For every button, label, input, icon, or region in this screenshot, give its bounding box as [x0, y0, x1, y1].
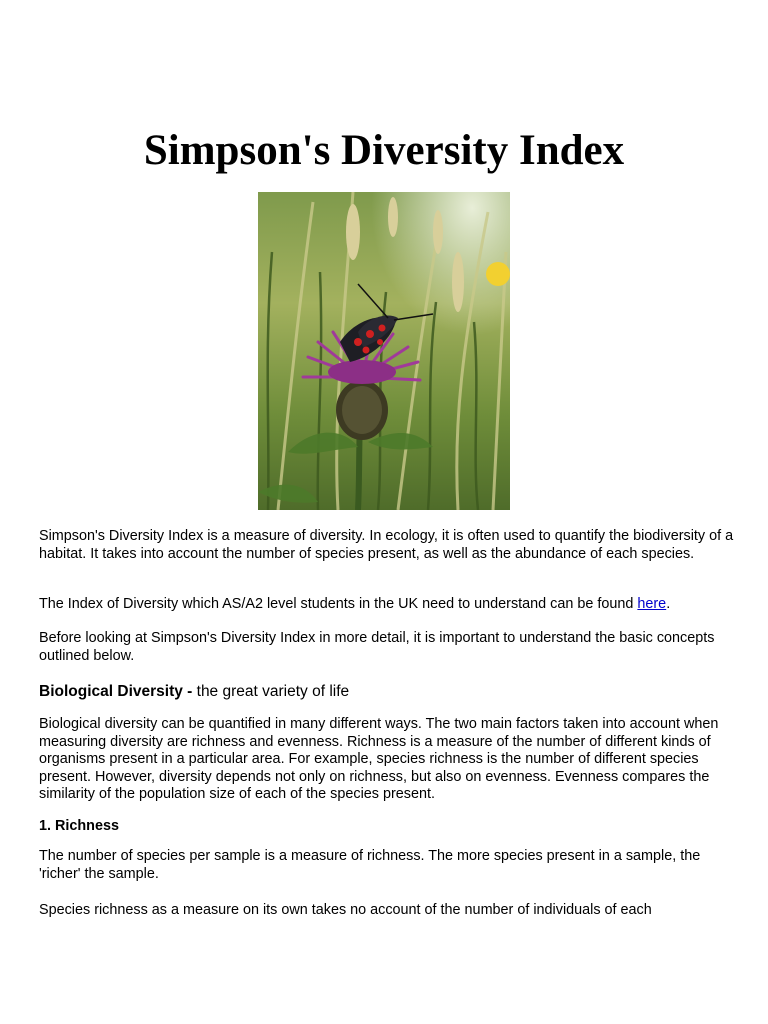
here-link[interactable]: here — [637, 596, 667, 612]
index-link-paragraph — [39, 596, 739, 614]
page-title: Simpson's Diversity Index — [143, 127, 625, 174]
diversity-paragraph: Biological diversity can be quantified in many different ways. The two main factors taken into account when measuring diversity are richness and evenness. Richness is a measure of the number of different kinds of organisms present in a particular area. For example, species richness is the number of different species present. However, diversity depends not only on richness, but also on evenness. Evenness compares the similarity of the population size of each of the species present. — [39, 716, 719, 802]
heading-rest: the great variety of life — [192, 683, 350, 700]
species-richness-paragraph: Species richness as a measure on its own takes no account of the number of individuals of each — [39, 902, 652, 918]
heading-bold: Biological Diversity - — [39, 683, 193, 700]
richness-heading: 1. Richness — [39, 818, 119, 834]
butterfly-photo — [258, 192, 510, 510]
index-link-suffix: . — [666, 596, 671, 612]
intro-paragraph: Simpson's Diversity Index is a measure of diversity. In ecology, it is often used to quantify the biodiversity of a habitat. It takes into account the number of species present, as well as the abundance of each species. — [39, 528, 734, 562]
biological-diversity-heading — [39, 682, 349, 702]
basic-concepts-paragraph: Before looking at Simpson's Diversity Index in more detail, it is important to understand the basic concepts outlined below. — [39, 630, 715, 664]
photo-illustration — [258, 192, 510, 510]
index-link-text: The Index of Diversity which AS/A2 level students in the UK need to understand can be found — [39, 596, 638, 612]
richness-paragraph: The number of species per sample is a measure of richness. The more species present in a sample, the 'richer' the sample. — [39, 848, 701, 882]
